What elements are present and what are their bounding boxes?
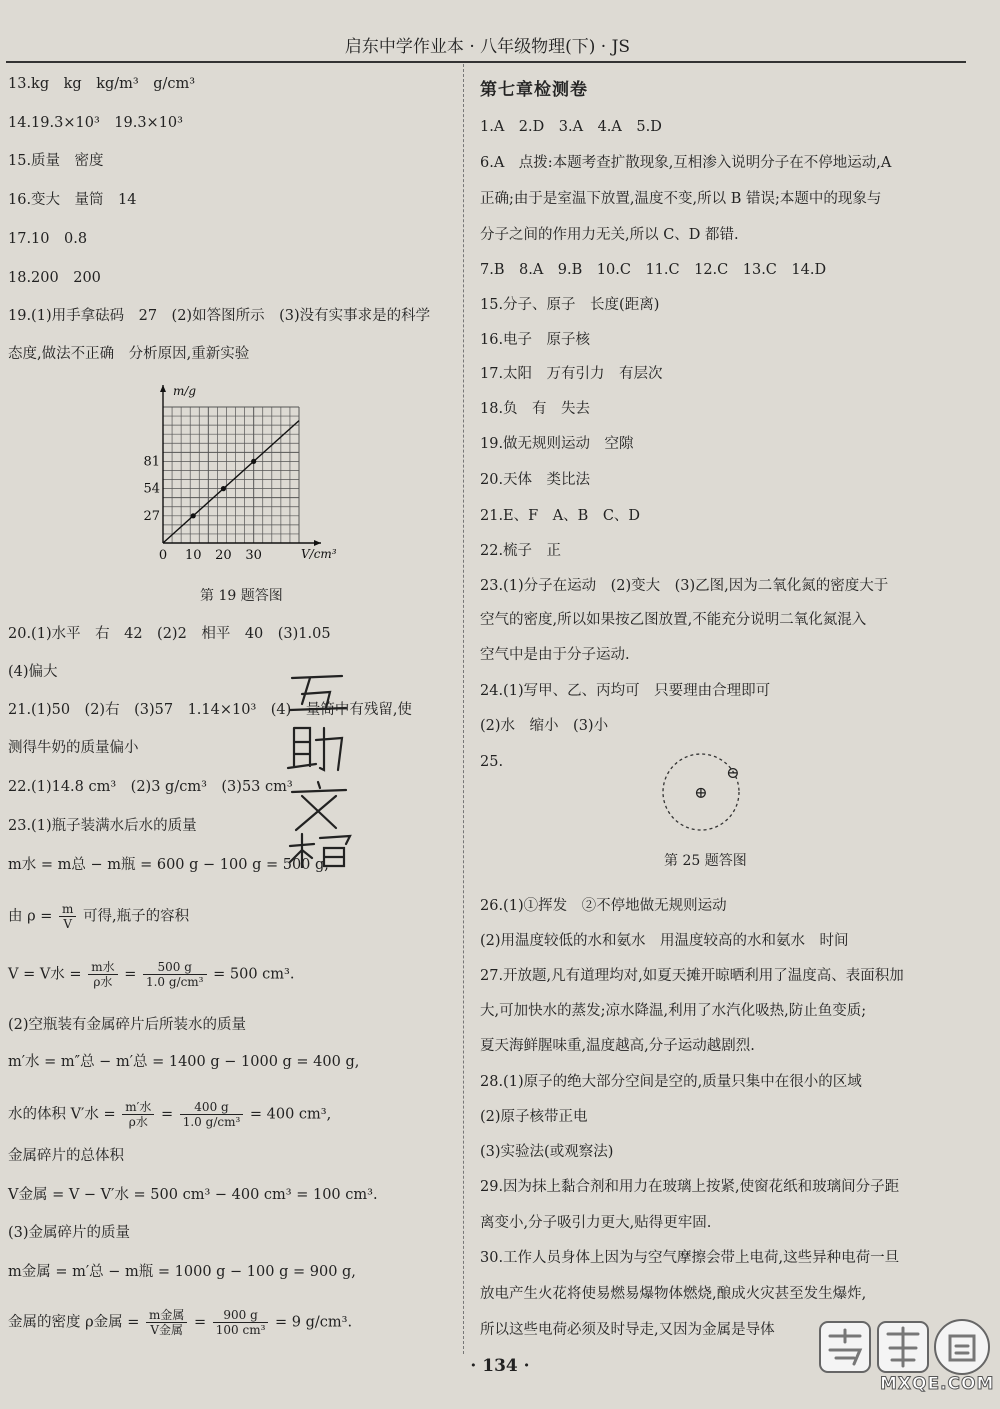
formula-line <box>8 960 294 989</box>
answer-line: (2)原子核带正电 <box>480 1109 588 1125</box>
denominator: 1.0 g/cm³ <box>182 1115 241 1129</box>
answer-line: (4)偏大 <box>8 664 58 680</box>
x-axis-arrow <box>314 540 321 546</box>
answer-line: 16.变大 量筒 14 <box>8 192 137 208</box>
answer-line: 28.(1)原子的绝大部分空间是空的,质量只集中在很小的区域 <box>480 1074 862 1090</box>
formula-text: = 400 cm³, <box>249 1106 332 1123</box>
answer-line: 25. <box>480 754 504 770</box>
answer-line: (3)金属碎片的质量 <box>8 1225 131 1241</box>
answer-line: 15.质量 密度 <box>8 153 104 169</box>
denominator: V金属 <box>150 1323 184 1337</box>
answer-line: V金属 = V − V′水 = 500 cm³ − 400 cm³ = 100 cm³. <box>8 1187 378 1203</box>
answer-line: 15.分子、原子 长度(距离) <box>480 297 660 313</box>
answer-line: 22.梳子 正 <box>480 543 562 559</box>
formula-line <box>8 902 189 931</box>
x-axis-label: V/cm³ <box>301 547 337 561</box>
answer-line: (2)水 缩小 (3)小 <box>480 718 609 734</box>
answer-line: 22.(1)14.8 cm³ (2)3 g/cm³ (3)53 cm³ <box>8 779 293 795</box>
formula-text: 金属的密度 ρ金属 = <box>8 1314 140 1331</box>
answer-line: 1.A 2.D 3.A 4.A 5.D <box>480 119 662 135</box>
electron-symbol: ⊖ <box>726 763 740 782</box>
x-tick-label: 30 <box>245 548 262 563</box>
atom-caption: 第 25 题答图 <box>664 853 747 869</box>
formula-text: 可得,瓶子的容积 <box>83 908 190 925</box>
answer-line: 19.(1)用手拿砝码 27 (2)如答图所示 (3)没有实事求是的科学 <box>8 308 431 324</box>
answer-line: 7.B 8.A 9.B 10.C 11.C 12.C 13.C 14.D <box>480 262 827 278</box>
denominator: V <box>63 917 73 931</box>
answer-line: 放电产生火花将使易燃易爆物体燃烧,酿成火灾甚至发生爆炸, <box>480 1286 867 1302</box>
answer-line: 23.(1)瓶子装满水后水的质量 <box>8 818 197 834</box>
formula-text: = <box>194 1314 207 1331</box>
y-axis-arrow <box>160 385 166 392</box>
fraction <box>143 960 207 989</box>
data-point <box>221 486 226 491</box>
watermark-text: MXQE.COM <box>880 1374 995 1394</box>
answer-line: 29.因为抹上黏合剂和用力在玻璃上按紧,使窗花纸和玻璃间分子距 <box>480 1179 900 1195</box>
numerator: m <box>59 902 76 917</box>
answer-line: 夏天海鲜腥味重,温度越高,分子运动越剧烈. <box>480 1038 755 1054</box>
data-point <box>251 459 256 464</box>
answer-line: 金属碎片的总体积 <box>8 1148 124 1164</box>
answer-line: 离变小,分子吸引力更大,贴得更牢固. <box>480 1215 712 1231</box>
answer-line: 14.19.3×10³ 19.3×10³ <box>8 115 183 131</box>
answer-line: 17.10 0.8 <box>8 231 88 247</box>
x-tick-label: 0 <box>158 548 168 563</box>
header-rule <box>6 61 966 63</box>
numerator: 400 g <box>180 1100 244 1115</box>
answer-line: 测得牛奶的质量偏小 <box>8 740 139 756</box>
answer-line: 大,可加快水的蒸发;凉水降温,利用了水汽化吸热,防止鱼变质; <box>480 1003 867 1019</box>
fraction <box>88 960 117 989</box>
denominator: 1.0 g/cm³ <box>145 975 204 989</box>
data-point <box>191 513 196 518</box>
answer-line: m′水 = m″总 − m′总 = 1400 g − 1000 g = 400 g, <box>8 1054 360 1070</box>
y-tick-label: 81 <box>143 454 160 470</box>
answer-line: 24.(1)写甲、乙、丙均可 只要理由合理即可 <box>480 683 771 699</box>
denominator: ρ水 <box>128 1115 148 1129</box>
answer-line: 21.E、F A、B C、D <box>480 508 641 524</box>
chart-axes <box>160 384 337 561</box>
formula-text: V = V水 = <box>8 966 82 983</box>
y-tick-label: 27 <box>143 508 160 524</box>
fraction <box>122 1100 154 1129</box>
answer-line: 16.电子 原子核 <box>480 332 591 348</box>
answer-line: 空气中是由于分子运动. <box>480 647 630 663</box>
answer-line: 17.太阳 万有引力 有层次 <box>480 366 663 382</box>
numerator: m′水 <box>122 1100 154 1115</box>
fraction <box>180 1100 244 1129</box>
answer-line: (2)空瓶装有金属碎片后所装水的质量 <box>8 1017 247 1033</box>
page-header: 启东中学作业本 · 八年级物理(下) · JS <box>344 37 631 57</box>
numerator: 900 g <box>213 1308 269 1323</box>
chart-grid <box>163 407 299 543</box>
formula-text: 由 ρ = <box>8 908 53 925</box>
formula-text: = 9 g/cm³. <box>275 1314 353 1331</box>
chapter-title: 第七章检测卷 <box>480 80 588 100</box>
answer-line: 正确;由于是室温下放置,温度不变,所以 B 错误;本题中的现象与 <box>480 191 882 207</box>
y-axis-label: m/g <box>173 384 197 398</box>
answer-line: m金属 = m′总 − m瓶 = 1000 g − 100 g = 900 g, <box>8 1264 356 1280</box>
column-divider <box>463 64 464 1354</box>
numerator: 500 g <box>143 960 207 975</box>
chart-caption: 第 19 题答图 <box>200 588 283 604</box>
answer-line: (2)用温度较低的水和氨水 用温度较高的水和氨水 时间 <box>480 933 849 949</box>
answer-line: 19.做无规则运动 空隙 <box>480 436 634 452</box>
page-number: · 134 · <box>470 1356 530 1376</box>
denominator: ρ水 <box>93 975 113 989</box>
answer-line: 23.(1)分子在运动 (2)变大 (3)乙图,因为二氧化氮的密度大于 <box>480 578 889 594</box>
fraction <box>146 1308 187 1337</box>
formula-text: = <box>124 966 137 983</box>
answer-line: 态度,做法不正确 分析原因,重新实验 <box>8 346 250 362</box>
numerator: m金属 <box>146 1308 187 1323</box>
answer-line: m水 = m总 − m瓶 = 600 g − 100 g = 500 g, <box>8 857 329 873</box>
formula-line <box>8 1100 331 1129</box>
nucleus-symbol: ⊕ <box>694 783 708 802</box>
answer-line: 27.开放题,凡有道理均对,如夏天摊开晾晒利用了温度高、表面积加 <box>480 968 904 984</box>
formula-text: = 500 cm³. <box>213 966 295 983</box>
fraction <box>213 1308 269 1337</box>
formula-line <box>8 1308 352 1337</box>
denominator: 100 cm³ <box>215 1323 266 1337</box>
answer-line: 13.kg kg kg/m³ g/cm³ <box>8 76 196 92</box>
answer-line: 26.(1)①挥发 ②不停地做无规则运动 <box>480 898 727 914</box>
answer-line: 分子之间的作用力无关,所以 C、D 都错. <box>480 227 739 243</box>
mass-volume-chart <box>140 378 350 568</box>
answer-line: (3)实验法(或观察法) <box>480 1144 614 1160</box>
answer-line: 空气的密度,所以如果按乙图放置,不能充分说明二氧化氮混入 <box>480 612 867 628</box>
y-tick-label: 54 <box>143 481 160 497</box>
formula-text: = <box>160 1106 174 1123</box>
answer-line: 18.200 200 <box>8 270 101 286</box>
numerator: m水 <box>88 960 117 975</box>
x-tick-label: 10 <box>184 548 202 563</box>
answer-line: 所以这些电荷必须及时导走,又因为金属是导体 <box>480 1322 775 1338</box>
fraction <box>59 902 76 931</box>
answer-line: 18.负 有 失去 <box>480 401 591 417</box>
atom-diagram <box>655 748 751 840</box>
answer-line: 20.(1)水平 右 42 (2)2 相平 40 (3)1.05 <box>8 626 331 642</box>
handwritten-annotation <box>280 668 360 868</box>
x-tick-label: 20 <box>215 548 232 563</box>
answer-line: 6.A 点拨:本题考查扩散现象,互相渗入说明分子在不停地运动,A <box>480 155 892 171</box>
answer-line: 20.天体 类比法 <box>480 472 591 488</box>
answer-line: 21.(1)50 (2)右 (3)57 1.14×10³ (4) 量筒中有残留,使 <box>8 702 412 718</box>
formula-text: 水的体积 V′水 = <box>8 1106 116 1123</box>
answer-line: 30.工作人员身体上因为与空气摩擦会带上电荷,这些异种电荷一旦 <box>480 1250 900 1266</box>
